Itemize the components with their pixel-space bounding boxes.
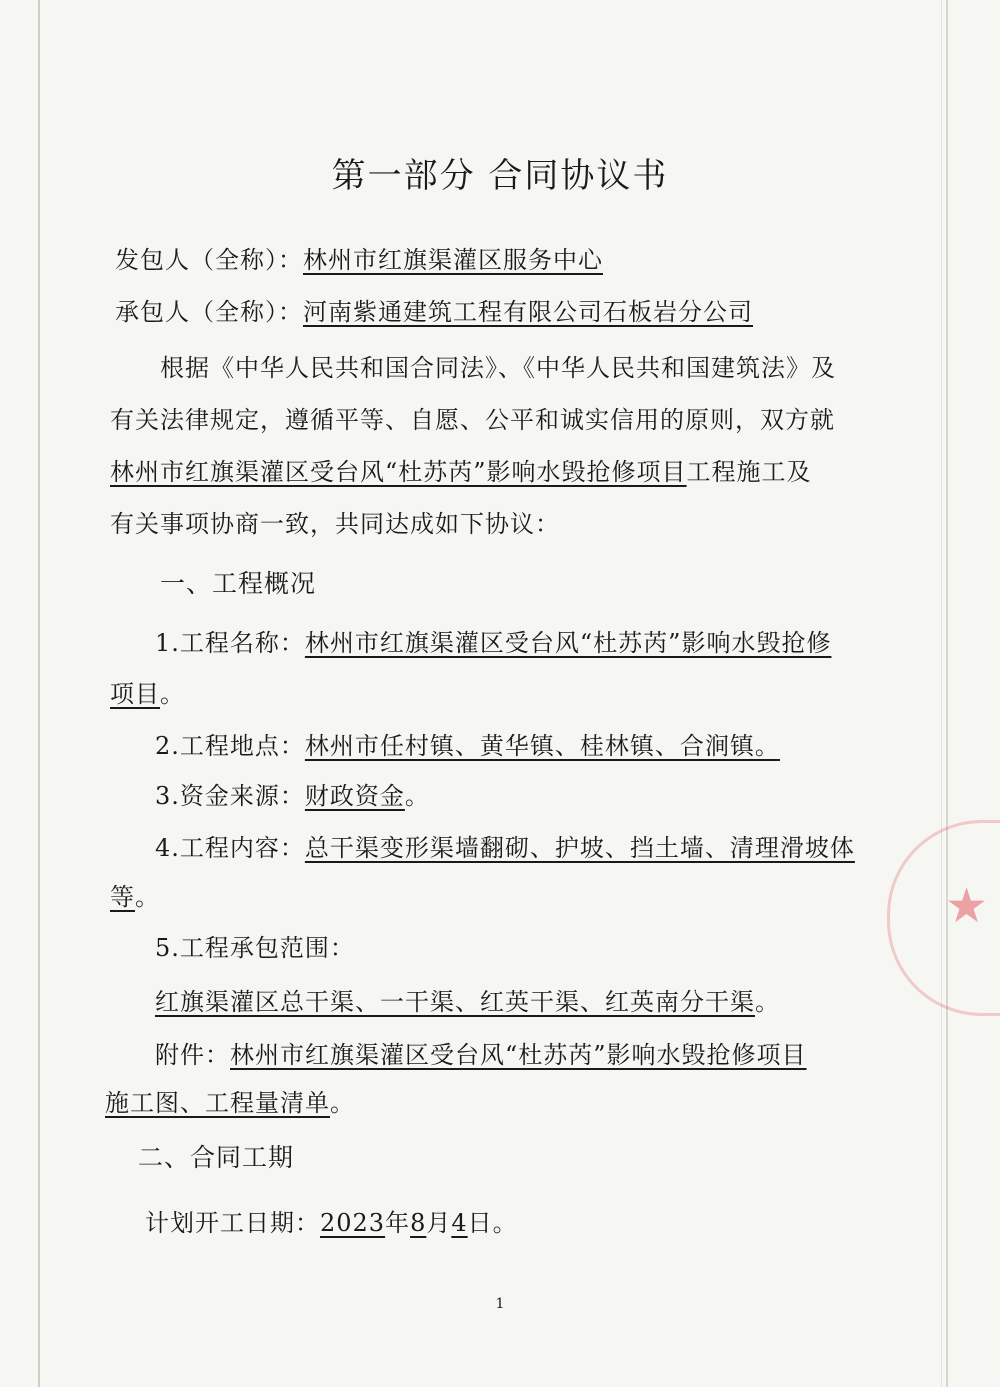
employer-line	[115, 240, 603, 275]
item-3-line	[155, 776, 430, 811]
contractor-name: 河南紫通建筑工程有限公司石板岩分公司	[303, 298, 753, 326]
preamble-line-1: 根据《中华人民共和国合同法》、《中华人民共和国建筑法》及	[160, 354, 836, 382]
start-month-unit: 月	[426, 1209, 452, 1237]
item-1-line-a	[155, 623, 831, 658]
employer-name: 林州市红旗渠灌区服务中心	[303, 246, 603, 274]
attachment-end: 。	[330, 1089, 355, 1117]
item-1-line-b	[110, 674, 185, 709]
start-year-unit: 年	[385, 1209, 411, 1237]
item-5-end: 。	[755, 988, 780, 1016]
item-4-line-b	[110, 877, 160, 912]
preamble-line-2: 有关法律规定，遵循平等、自愿、公平和诚实信用的原则，双方就	[110, 406, 835, 434]
start-date-label: 计划开工日期：	[145, 1209, 320, 1237]
contractor-line	[115, 292, 753, 327]
item-3-end: 。	[404, 782, 430, 810]
item-3-label: 3.资金来源：	[155, 782, 305, 810]
item-1-value-a: 林州市红旗渠灌区受台风“杜苏芮”影响水毁抢修	[304, 629, 832, 657]
seal-star-icon: ★	[944, 878, 988, 934]
employer-label: 发包人（全称）：	[115, 246, 303, 274]
contractor-label: 承包人（全称）：	[115, 298, 303, 326]
preamble-line-3	[110, 452, 812, 487]
page-number: 1	[495, 1296, 505, 1312]
attachment-line-b	[105, 1083, 355, 1118]
start-day: 4	[451, 1209, 468, 1237]
item-4-end: 。	[135, 883, 160, 911]
page-title: 第一部分 合同协议书	[331, 156, 669, 196]
section-2-heading: 二、合同工期	[138, 1143, 295, 1172]
item-2-line	[155, 726, 780, 761]
start-year: 2023	[320, 1209, 386, 1237]
attachment-label: 附件：	[155, 1041, 230, 1069]
item-2-value: 林州市任村镇、黄华镇、桂林镇、合涧镇。	[304, 732, 780, 760]
preamble-line-3-rest: 工程施工及	[686, 458, 812, 486]
attachment-value-a: 林州市红旗渠灌区受台风“杜苏芮”影响水毁抢修项目	[230, 1041, 807, 1069]
item-3-value: 财政资金	[304, 782, 405, 810]
start-day-unit: 日。	[467, 1209, 518, 1237]
attachment-value-b: 施工图、工程量清单	[105, 1089, 330, 1117]
item-5-label: 5.工程承包范围：	[155, 934, 355, 962]
section-1-heading: 一、工程概况	[160, 569, 317, 598]
item-1-label: 1.工程名称：	[155, 629, 305, 657]
item-5-value: 红旗渠灌区总干渠、一干渠、红英干渠、红英南分干渠	[155, 988, 755, 1016]
item-4-value-a: 总干渠变形渠墙翻砌、护坡、挡土墙、清理滑坡体	[304, 834, 855, 862]
preamble-line-4: 有关事项协商一致，共同达成如下协议：	[110, 510, 560, 538]
attachment-line-a	[155, 1035, 807, 1070]
item-5-line	[155, 982, 780, 1017]
item-4-line-a	[155, 828, 855, 863]
item-4-value-b: 等	[110, 883, 135, 911]
start-month: 8	[410, 1209, 427, 1237]
item-1-end: 。	[160, 680, 185, 708]
item-4-label: 4.工程内容：	[155, 834, 305, 862]
item-2-label: 2.工程地点：	[155, 732, 305, 760]
start-date-line	[145, 1203, 518, 1238]
preamble-project-name: 林州市红旗渠灌区受台风“杜苏芮”影响水毁抢修项目	[110, 458, 687, 486]
item-1-value-b: 项目	[110, 680, 160, 708]
